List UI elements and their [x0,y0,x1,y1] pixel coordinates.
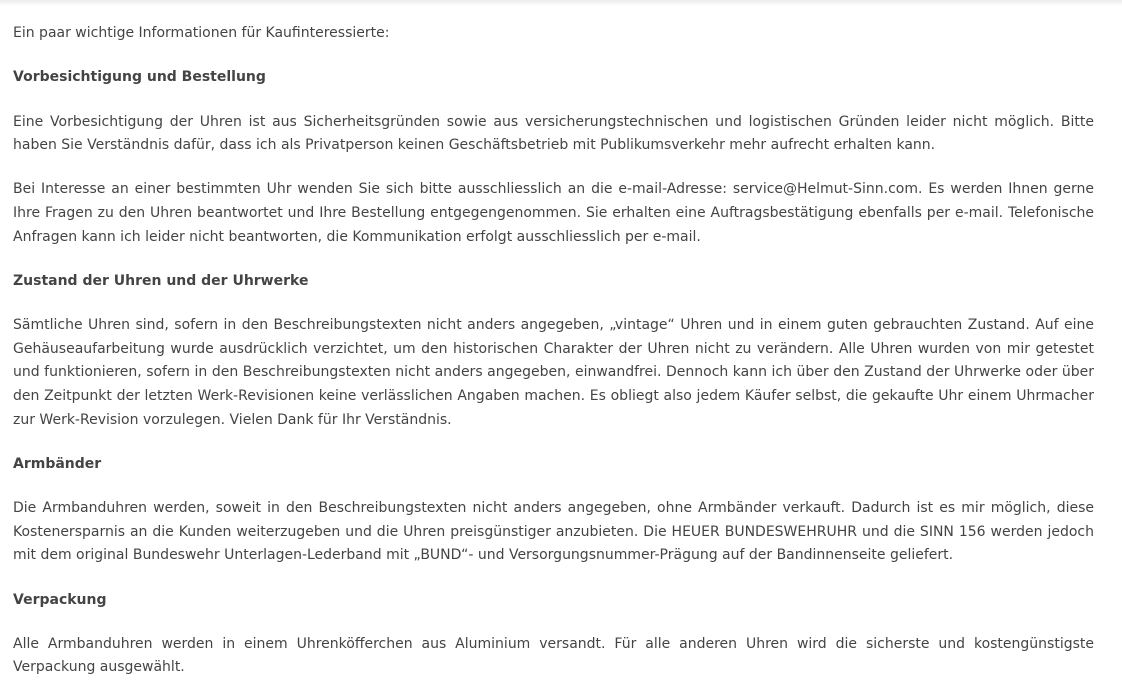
info-article [13,22,1094,680]
paragraph-bestellung: Bei Interesse an einer bestimmten Uhr wenden Sie sich bitte ausschliesslich an die e-mail-Adresse: service@Helmut-Sinn.com. Es werden Ihnen gerne Ihre Fragen zu den Uhren beantwortet und Ihre Bestellung entgegengenommen. Sie erhalten eine Auftragsbestätigung ebenfalls per e-mail. Telefonische Anfragen kann ich leider nicht beantworten, die Kommunikation erfolgt ausschliesslich per e-mail. [13,181,1094,245]
heading-verpackung: Verpackung [13,591,107,608]
paragraph-verpackung: Alle Armbanduhren werden in einem Uhrenköfferchen aus Aluminium versandt. Für alle anderen Uhren wird die sicherste und kostengünstigste Verpackung ausgewählt. [13,635,1094,676]
top-shadow [0,0,1122,6]
heading-vorbesichtigung: Vorbesichtigung und Bestellung [13,69,266,86]
heading-armbaender: Armbänder [13,455,102,472]
paragraph-vorbesichtigung: Eine Vorbesichtigung der Uhren ist aus Sicherheitsgründen sowie aus versicherungstechnischen und logistischen Gründen leider nicht möglich. Bitte haben Sie Verständnis dafür, dass ich als Privatperson keinen Geschäftsbetrieb mit Publikumsverkehr mehr aufrecht erhalten kann. [13,113,1094,154]
paragraph-armbaender: Die Armbanduhren werden, soweit in den Beschreibungstexten nicht anders angegeben, ohne Armbänder verkauft. Dadurch ist es mir möglich, diese Kostenersparnis an die Kunden weiterzugeben und die Uhren preisgünstiger anzubieten. Die HEUER BUNDESWEHRUHR und die SINN 156 werden jedoch mit dem original Bundeswehr Unterlagen-Lederband mit „BUND“- und Versorgungsnummer-Prägung auf der Bandinnenseite geliefert. [13,500,1094,564]
intro-text: Ein paar wichtige Informationen für Kaufinteressierte: [13,25,390,41]
paragraph-zustand: Sämtliche Uhren sind, sofern in den Beschreibungstexten nicht anders angegeben, „vintage“ Uhren und in einem guten gebrauchten Zustand. Auf eine Gehäuseaufarbeitung wurde ausdrücklich verzichtet, um den historischen Charakter der Uhren nicht zu verändern. Alle Uhren wurden von mir getestet und funktionieren, sofern in den Beschreibungstexten nicht anders angegeben, einwandfrei. Dennoch kann ich über den Zustand der Uhrwerke oder über den Zeitpunkt der letzten Werk-Revisionen keine verlässlichen Angaben machen. Es obliegt also jedem Käufer selbst, die gekaufte Uhr einem Uhrmacher zur Werk-Revision vorzulegen. Vielen Dank für Ihr Verständnis. [13,317,1094,428]
heading-zustand: Zustand der Uhren und der Uhrwerke [13,272,309,289]
